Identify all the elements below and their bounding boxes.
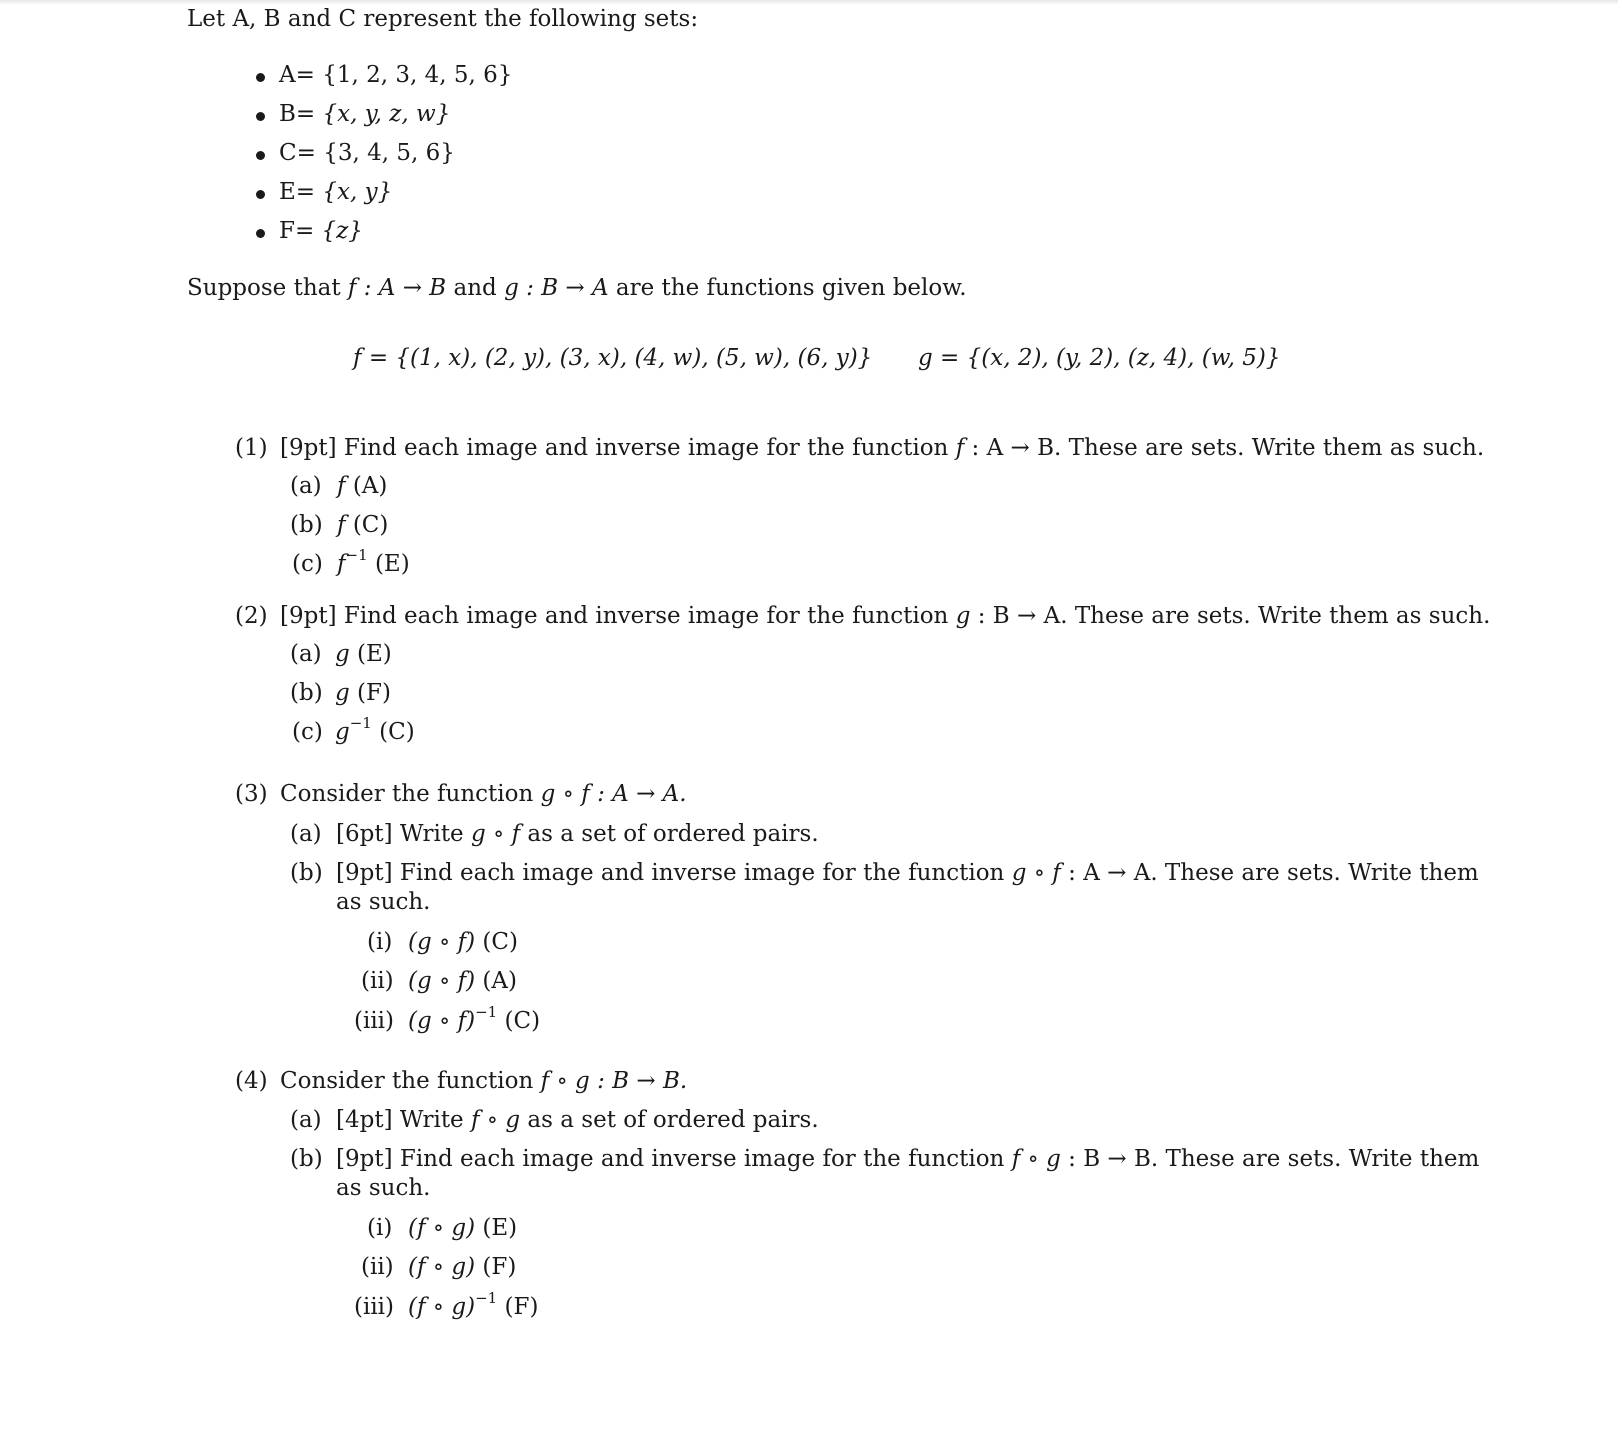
points: [6pt] xyxy=(336,821,393,847)
function-name: g ∘ f xyxy=(1011,860,1061,886)
item-fn: f xyxy=(337,551,346,577)
sub-item-expr xyxy=(408,1254,516,1282)
sub-item-label: (i) xyxy=(367,1215,393,1241)
text-pre: Write xyxy=(392,1107,471,1133)
function-name: f ∘ g xyxy=(1011,1146,1061,1172)
set-value: {x, y, z, w} xyxy=(322,101,451,127)
item-arg: (C) xyxy=(345,512,389,538)
item-arg: (F) xyxy=(475,1254,517,1280)
item-expr xyxy=(337,473,387,501)
item-text xyxy=(336,1107,819,1135)
sub-item-label: (ii) xyxy=(361,1254,394,1280)
text-pre: Write xyxy=(392,821,471,847)
bullet-icon xyxy=(256,229,265,238)
item-sup: −1 xyxy=(349,714,372,733)
sub-item-expr xyxy=(408,968,517,996)
set-value: {3, 4, 5, 6} xyxy=(323,140,455,166)
item-sup: −1 xyxy=(475,1003,498,1022)
item-label: (b) xyxy=(290,512,323,538)
sub-item-expr xyxy=(408,1215,517,1243)
text-pre: Find each image and inverse image for the function xyxy=(336,603,956,629)
item-sup: −1 xyxy=(345,546,368,565)
item-fn: g xyxy=(335,719,350,745)
text-post: as a set of ordered pairs. xyxy=(520,821,819,847)
item-fn: (f ∘ g) xyxy=(408,1294,476,1320)
f-signature: f : A → B xyxy=(347,275,447,301)
item-arg: (F) xyxy=(497,1294,539,1320)
function-name: f ∘ g xyxy=(470,1107,521,1133)
question-number: (1) xyxy=(235,435,268,461)
set-label: E= xyxy=(279,179,323,205)
text-post: : A → A. These are sets. Write them xyxy=(1060,860,1479,886)
item-arg: (C) xyxy=(475,929,518,955)
item-expr xyxy=(335,641,392,669)
sub-item-label: (iii) xyxy=(354,1294,395,1320)
item-text-cont: as such. xyxy=(336,1175,431,1201)
text-post: as a set of ordered pairs. xyxy=(520,1107,819,1133)
item-fn: (f ∘ g) xyxy=(408,1254,476,1280)
text-pre: Consider the function xyxy=(280,781,541,807)
function-name: f xyxy=(955,435,965,461)
question-text xyxy=(280,435,1484,463)
question-text xyxy=(280,603,1490,631)
set-label: C= xyxy=(279,140,324,166)
set-b xyxy=(279,101,450,129)
question-text xyxy=(280,781,687,809)
item-expr xyxy=(337,512,388,540)
sub-item-label: (i) xyxy=(367,929,393,955)
item-arg: (E) xyxy=(349,641,392,667)
function-name: g xyxy=(955,603,971,629)
item-fn: (g ∘ f) xyxy=(408,929,476,955)
suppose-post: are the functions given below. xyxy=(608,275,967,301)
item-expr xyxy=(337,546,410,579)
sub-item-label: (iii) xyxy=(354,1008,395,1034)
text-pre: Find each image and inverse image for the function xyxy=(392,1146,1012,1172)
function-name: f ∘ g : B → B. xyxy=(540,1068,688,1094)
function-name: g ∘ f : A → A. xyxy=(540,781,687,807)
question-number: (2) xyxy=(235,603,268,629)
item-label: (c) xyxy=(292,719,323,745)
item-label: (b) xyxy=(290,680,323,706)
set-e xyxy=(279,179,392,207)
set-a xyxy=(279,62,512,90)
item-text xyxy=(336,860,1479,888)
item-label: (c) xyxy=(292,551,323,577)
item-arg: (C) xyxy=(371,719,415,745)
item-arg: (A) xyxy=(345,473,388,499)
item-text xyxy=(336,1146,1479,1174)
suppose-and: and xyxy=(446,275,505,301)
text-pre: Consider the function xyxy=(280,1068,541,1094)
points: [9pt] xyxy=(280,435,337,461)
item-fn: f xyxy=(337,473,346,499)
item-label: (b) xyxy=(290,1146,323,1172)
points: [9pt] xyxy=(336,860,393,886)
item-arg: (F) xyxy=(349,680,391,706)
g-signature: g : B → A xyxy=(504,275,609,301)
sub-item-expr xyxy=(408,1289,539,1322)
set-f xyxy=(279,218,363,246)
g-definition: g = {(x, 2), (y, 2), (z, 4), (w, 5)} xyxy=(918,345,1281,371)
set-value: {x, y} xyxy=(322,179,393,205)
points: [9pt] xyxy=(280,603,337,629)
item-fn: g xyxy=(335,680,350,706)
bullet-icon xyxy=(256,73,265,82)
question-text xyxy=(280,1068,687,1096)
item-arg: (A) xyxy=(475,968,517,994)
item-fn: (f ∘ g) xyxy=(408,1215,476,1241)
question-number: (4) xyxy=(235,1068,268,1094)
item-sup: −1 xyxy=(475,1289,498,1308)
item-label: (a) xyxy=(290,821,322,847)
points: [4pt] xyxy=(336,1107,393,1133)
set-value: {1, 2, 3, 4, 5, 6} xyxy=(322,62,513,88)
text-post: : B → A. These are sets. Write them as such. xyxy=(970,603,1491,629)
item-label: (a) xyxy=(290,1107,322,1133)
item-label: (a) xyxy=(290,641,322,667)
sub-item-expr xyxy=(408,929,518,957)
set-label: B= xyxy=(279,101,323,127)
item-label: (b) xyxy=(290,860,323,886)
item-expr xyxy=(335,680,391,708)
set-c xyxy=(279,140,455,168)
suppose-pre: Suppose that xyxy=(187,275,348,301)
sub-item-label: (ii) xyxy=(361,968,394,994)
function-name: g ∘ f xyxy=(470,821,521,847)
item-fn: f xyxy=(337,512,346,538)
item-text xyxy=(336,821,819,849)
f-definition: f = {(1, x), (2, y), (3, x), (4, w), (5, w), (6, y)} xyxy=(353,345,873,371)
bullet-icon xyxy=(256,112,265,121)
top-shadow xyxy=(0,0,1618,5)
item-fn: (g ∘ f) xyxy=(408,1008,476,1034)
item-fn: g xyxy=(335,641,350,667)
text-pre: Find each image and inverse image for the function xyxy=(336,435,956,461)
bullet-icon xyxy=(256,190,265,199)
item-expr xyxy=(335,714,415,747)
sub-item-expr xyxy=(408,1003,541,1036)
text-post: : A → B. These are sets. Write them as such. xyxy=(964,435,1485,461)
text-pre: Find each image and inverse image for the function xyxy=(392,860,1012,886)
item-label: (a) xyxy=(290,473,322,499)
bullet-icon xyxy=(256,151,265,160)
item-fn: (g ∘ f) xyxy=(408,968,476,994)
set-label: A= xyxy=(279,62,323,88)
text-post: : B → B. These are sets. Write them xyxy=(1060,1146,1480,1172)
set-label: F= xyxy=(279,218,322,244)
points: [9pt] xyxy=(336,1146,393,1172)
question-number: (3) xyxy=(235,781,268,807)
item-arg: (E) xyxy=(367,551,410,577)
item-arg: (C) xyxy=(497,1008,541,1034)
item-arg: (E) xyxy=(475,1215,518,1241)
suppose-text xyxy=(187,275,967,303)
intro-text: Let A, B and C represent the following sets: xyxy=(187,6,699,32)
set-value: {z} xyxy=(321,218,363,244)
item-text-cont: as such. xyxy=(336,889,431,915)
